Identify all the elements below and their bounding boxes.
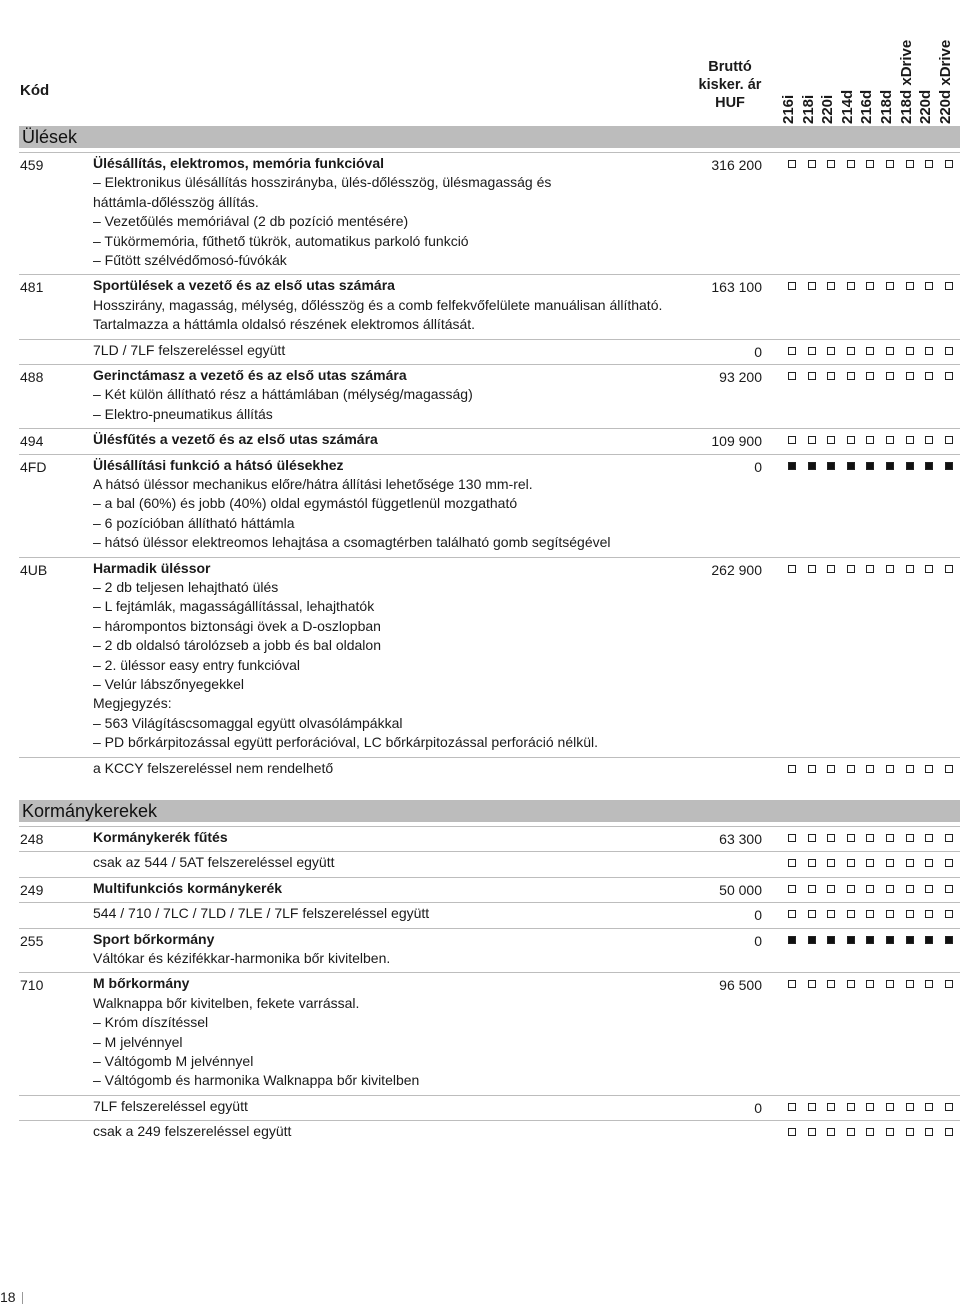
- optional-mark: [925, 160, 933, 168]
- option-detail-line: – Váltógomb M jelvénnyel: [93, 1052, 254, 1069]
- optional-mark: [808, 436, 816, 444]
- option-description: [93, 154, 693, 270]
- optional-mark: [866, 160, 874, 168]
- option-code: 249: [20, 881, 44, 898]
- optional-mark: [945, 565, 953, 573]
- option-price: 0: [754, 907, 762, 924]
- option-detail-line: 7LF felszereléssel együtt: [93, 1097, 248, 1114]
- availability-marks: [787, 936, 960, 948]
- optional-mark: [866, 1103, 874, 1111]
- standard-mark: [906, 936, 914, 944]
- optional-mark: [906, 565, 914, 573]
- optional-mark: [945, 765, 953, 773]
- optional-mark: [945, 1128, 953, 1136]
- optional-mark: [827, 834, 835, 842]
- model-header-4: [856, 16, 876, 124]
- model-header-text: 220d xDrive: [936, 39, 954, 124]
- option-title: Multifunkciós kormánykerék: [93, 879, 283, 896]
- option-price: 93 200: [719, 369, 762, 385]
- standard-mark: [866, 462, 874, 470]
- model-header-5: [876, 16, 896, 124]
- optional-mark: [886, 910, 894, 918]
- optional-mark: [808, 347, 816, 355]
- option-price: 0: [754, 1099, 762, 1116]
- model-header-1: [798, 16, 818, 124]
- table-row: [19, 757, 960, 783]
- optional-mark: [788, 436, 796, 444]
- option-description: [93, 366, 693, 424]
- optional-mark: [866, 834, 874, 842]
- optional-mark: [925, 834, 933, 842]
- option-detail-line: – hátsó üléssor elektreomos lehajtása a csomagtérben található gomb segítségével: [93, 534, 611, 551]
- section-title-bar: Ülések: [19, 126, 960, 148]
- section-title-bar: Kormánykerekek: [19, 800, 960, 822]
- option-detail-line: – Két külön állítható rész a háttámlában (mélység/magasság): [93, 386, 473, 403]
- option-detail-line: – Elektro-pneumatikus állítás: [93, 405, 273, 422]
- option-code: 248: [20, 831, 44, 847]
- optional-mark: [945, 372, 953, 380]
- option-detail-line: Váltókar és kézifékkar-harmonika bőr kivitelben.: [93, 949, 391, 966]
- optional-mark: [788, 565, 796, 573]
- model-header-8: [935, 16, 955, 124]
- option-detail-line: csak a 249 felszereléssel együtt: [93, 1123, 292, 1140]
- optional-mark: [945, 436, 953, 444]
- model-header-text: 220d: [917, 89, 935, 124]
- optional-mark: [827, 980, 835, 988]
- optional-mark: [788, 282, 796, 290]
- option-price: 262 900: [711, 561, 762, 578]
- table-row: [19, 274, 960, 339]
- model-header-text: 214d: [838, 89, 856, 124]
- option-description: [93, 759, 693, 778]
- optional-mark: [886, 1128, 894, 1136]
- optional-mark: [886, 160, 894, 168]
- availability-marks: [787, 834, 960, 846]
- optional-mark: [788, 980, 796, 988]
- optional-mark: [808, 910, 816, 918]
- option-detail-line: – PD bőrkárpitozással együtt perforációval, LC bőrkárpitozással perforáció nélkül.: [93, 734, 599, 751]
- option-description: [93, 853, 693, 872]
- optional-mark: [827, 885, 835, 893]
- option-description: [93, 974, 693, 1090]
- header-price-line-3: HUF: [715, 95, 745, 111]
- table-row: [19, 339, 960, 365]
- optional-mark: [925, 1128, 933, 1136]
- optional-mark: [886, 765, 894, 773]
- option-description: [93, 456, 693, 553]
- standard-mark: [808, 462, 816, 470]
- option-title: Harmadik üléssor: [93, 559, 211, 576]
- table-row: [19, 428, 960, 454]
- option-detail-line: – hárompontos biztonsági övek a D-oszlopban: [93, 617, 381, 634]
- header-code-label: Kód: [20, 82, 50, 99]
- model-header-text: 218i: [799, 94, 817, 124]
- option-detail-line: – 2 db teljesen lehajtható ülés: [93, 578, 279, 595]
- optional-mark: [925, 980, 933, 988]
- optional-mark: [847, 910, 855, 918]
- option-detail-line: – Elektronikus ülésállítás hosszirányba, ülés-dőlésszög, ülésmagasság és: [93, 174, 552, 191]
- option-code: 488: [20, 369, 44, 385]
- option-title: Ülésállítás, elektromos, memória funkcióval: [93, 155, 385, 171]
- option-code: 494: [20, 433, 44, 450]
- model-header-7: [915, 16, 935, 124]
- optional-mark: [827, 565, 835, 573]
- table-row: [19, 928, 960, 974]
- optional-mark: [827, 1128, 835, 1136]
- availability-marks: [787, 910, 960, 922]
- option-price: 0: [754, 343, 762, 360]
- standard-mark: [827, 936, 835, 944]
- optional-mark: [827, 765, 835, 773]
- optional-mark: [847, 282, 855, 290]
- optional-mark: [866, 436, 874, 444]
- option-detail-line: – 2. üléssor easy entry funkcióval: [93, 656, 300, 673]
- option-title: Kormánykerék fűtés: [93, 829, 228, 845]
- header-price-label: [692, 58, 768, 112]
- optional-mark: [886, 1103, 894, 1111]
- optional-mark: [827, 160, 835, 168]
- optional-mark: [866, 859, 874, 867]
- optional-mark: [945, 1103, 953, 1111]
- optional-mark: [906, 910, 914, 918]
- option-detail-line: háttámla-dőlésszög állítás.: [93, 193, 259, 210]
- optional-mark: [906, 834, 914, 842]
- table-row: [19, 1095, 960, 1121]
- availability-marks: [787, 885, 960, 897]
- optional-mark: [866, 565, 874, 573]
- optional-mark: [925, 372, 933, 380]
- optional-mark: [788, 885, 796, 893]
- option-price: 163 100: [711, 279, 762, 296]
- standard-mark: [827, 462, 835, 470]
- standard-mark: [866, 936, 874, 944]
- optional-mark: [906, 282, 914, 290]
- option-price: 50 000: [719, 881, 762, 898]
- optional-mark: [808, 859, 816, 867]
- table-row: [19, 902, 960, 928]
- optional-mark: [808, 1103, 816, 1111]
- optional-mark: [866, 980, 874, 988]
- option-detail-line: A hátsó üléssor mechanikus előre/hátra állítási lehetősége 130 mm-rel.: [93, 475, 533, 492]
- standard-mark: [945, 462, 953, 470]
- option-code: 459: [20, 157, 44, 173]
- optional-mark: [945, 885, 953, 893]
- optional-mark: [866, 282, 874, 290]
- model-header-0: [778, 16, 798, 124]
- optional-mark: [808, 885, 816, 893]
- optional-mark: [886, 980, 894, 988]
- option-detail-line: – 563 Világításcsomaggal együtt olvasólámpákkal: [93, 714, 403, 731]
- option-code: 481: [20, 279, 44, 296]
- standard-mark: [847, 936, 855, 944]
- option-description: [93, 430, 693, 449]
- optional-mark: [925, 910, 933, 918]
- optional-mark: [827, 436, 835, 444]
- optional-mark: [886, 282, 894, 290]
- model-header-text: 216d: [858, 89, 876, 124]
- standard-mark: [788, 462, 796, 470]
- optional-mark: [808, 980, 816, 988]
- optional-mark: [866, 347, 874, 355]
- model-header-2: [817, 16, 837, 124]
- model-header-text: 216i: [780, 94, 797, 124]
- optional-mark: [866, 910, 874, 918]
- availability-marks: [787, 859, 960, 871]
- option-detail-line: 7LD / 7LF felszereléssel együtt: [93, 341, 286, 358]
- optional-mark: [827, 1103, 835, 1111]
- table-row: [19, 454, 960, 558]
- option-detail-line: Tartalmazza a háttámla oldalsó részének elektromos állítását.: [93, 316, 476, 333]
- standard-mark: [906, 462, 914, 470]
- availability-marks: [787, 282, 960, 294]
- optional-mark: [847, 565, 855, 573]
- optional-mark: [925, 436, 933, 444]
- optional-mark: [827, 910, 835, 918]
- optional-mark: [925, 282, 933, 290]
- optional-mark: [808, 160, 816, 168]
- option-description: [93, 276, 693, 334]
- availability-marks: [787, 1128, 960, 1140]
- option-description: [93, 1097, 693, 1116]
- optional-mark: [886, 436, 894, 444]
- optional-mark: [788, 834, 796, 842]
- optional-mark: [866, 1128, 874, 1136]
- option-detail-line: 544 / 710 / 7LC / 7LD / 7LE / 7LF felszereléssel együtt: [93, 905, 430, 922]
- optional-mark: [847, 834, 855, 842]
- option-price: 96 500: [719, 977, 762, 994]
- optional-mark: [945, 859, 953, 867]
- optional-mark: [906, 436, 914, 444]
- page-number-divider: [22, 1292, 23, 1304]
- table-row: [19, 826, 960, 852]
- option-description: [93, 559, 693, 753]
- availability-marks: [787, 462, 960, 474]
- table-row: [19, 557, 960, 758]
- optional-mark: [847, 765, 855, 773]
- optional-mark: [847, 859, 855, 867]
- availability-marks: [787, 765, 960, 777]
- table-row: [19, 972, 960, 1095]
- standard-mark: [808, 936, 816, 944]
- optional-mark: [906, 885, 914, 893]
- optional-mark: [945, 910, 953, 918]
- optional-mark: [886, 859, 894, 867]
- model-header-text: 220i: [819, 94, 837, 124]
- option-detail-line: – Velúr lábszőnyegekkel: [93, 675, 244, 692]
- optional-mark: [808, 282, 816, 290]
- availability-marks: [787, 347, 960, 359]
- model-header-text: 218d: [878, 89, 895, 124]
- option-detail-line: Walknappa bőr kivitelben, fekete varrással.: [93, 994, 360, 1011]
- availability-marks: [787, 1103, 960, 1115]
- optional-mark: [788, 1128, 796, 1136]
- option-detail-line: – Króm díszítéssel: [93, 1014, 209, 1031]
- option-description: [93, 930, 693, 969]
- optional-mark: [788, 1103, 796, 1111]
- standard-mark: [925, 462, 933, 470]
- option-detail-line: csak az 544 / 5AT felszereléssel együtt: [93, 854, 335, 871]
- availability-marks: [787, 436, 960, 448]
- optional-mark: [847, 1103, 855, 1111]
- optional-mark: [886, 565, 894, 573]
- option-title: Gerinctámasz a vezető és az első utas számára: [93, 367, 407, 383]
- optional-mark: [847, 372, 855, 380]
- option-code: 710: [20, 977, 44, 994]
- optional-mark: [925, 885, 933, 893]
- option-detail-line: Hosszirány, magasság, mélység, dőlésszög és a comb felfekvőfelülete manuálisan állítható.: [93, 296, 663, 313]
- option-title: Sportülések a vezető és az első utas számára: [93, 277, 395, 294]
- availability-marks: [787, 160, 960, 172]
- optional-mark: [847, 160, 855, 168]
- standard-mark: [788, 936, 796, 944]
- option-detail-line: – Tükörmemória, fűthető tükrök, automatikus parkoló funkció: [93, 232, 469, 249]
- optional-mark: [847, 1128, 855, 1136]
- optional-mark: [788, 347, 796, 355]
- optional-mark: [866, 885, 874, 893]
- optional-mark: [925, 859, 933, 867]
- option-description: [93, 828, 693, 847]
- model-column-headers: [778, 16, 960, 124]
- optional-mark: [808, 834, 816, 842]
- model-header-text: 218d xDrive: [897, 39, 915, 124]
- option-detail-line: Megjegyzés:: [93, 695, 172, 712]
- option-detail-line: – 2 db oldalsó tárolózseb a jobb és bal oldalon: [93, 637, 381, 654]
- optional-mark: [788, 765, 796, 773]
- option-code: 255: [20, 932, 44, 949]
- standard-mark: [886, 936, 894, 944]
- availability-marks: [787, 980, 960, 992]
- optional-mark: [925, 1103, 933, 1111]
- optional-mark: [945, 347, 953, 355]
- option-price: 63 300: [719, 831, 762, 847]
- option-detail-line: – a bal (60%) és jobb (40%) oldal egymástól függetlenül mozgatható: [93, 495, 518, 512]
- optional-mark: [827, 372, 835, 380]
- optional-mark: [847, 885, 855, 893]
- option-detail-line: – Váltógomb és harmonika Walknappa bőr kivitelben: [93, 1072, 420, 1089]
- optional-mark: [906, 980, 914, 988]
- optional-mark: [945, 160, 953, 168]
- optional-mark: [906, 1103, 914, 1111]
- optional-mark: [847, 347, 855, 355]
- option-detail-line: – Fűtött szélvédőmosó-fúvókák: [93, 251, 287, 268]
- optional-mark: [808, 565, 816, 573]
- optional-mark: [945, 282, 953, 290]
- availability-marks: [787, 372, 960, 384]
- optional-mark: [788, 372, 796, 380]
- optional-mark: [925, 765, 933, 773]
- option-code: 4FD: [20, 458, 47, 475]
- optional-mark: [866, 372, 874, 380]
- optional-mark: [788, 859, 796, 867]
- option-description: [93, 341, 693, 360]
- option-detail-line: – 6 pozícióban állítható háttámla: [93, 514, 295, 531]
- page-number: 18: [0, 1289, 16, 1305]
- table-row: [19, 364, 960, 429]
- optional-mark: [906, 372, 914, 380]
- model-header-3: [837, 16, 857, 124]
- option-title: Ülésfűtés a vezető és az első utas számára: [93, 431, 378, 448]
- table-row: [19, 851, 960, 877]
- optional-mark: [886, 885, 894, 893]
- option-description: [93, 879, 693, 898]
- optional-mark: [906, 160, 914, 168]
- option-detail-line: a KCCY felszereléssel nem rendelhető: [93, 759, 334, 776]
- header-price-line-1: Bruttó: [708, 59, 752, 75]
- optional-mark: [945, 980, 953, 988]
- optional-mark: [925, 347, 933, 355]
- option-title: M bőrkormány: [93, 975, 190, 992]
- option-detail-line: – L fejtámlák, magasságállítással, lehajthatók: [93, 598, 375, 615]
- standard-mark: [847, 462, 855, 470]
- table-row: [19, 877, 960, 903]
- optional-mark: [886, 834, 894, 842]
- option-title: Ülésállítási funkció a hátsó ülésekhez: [93, 456, 344, 473]
- optional-mark: [847, 980, 855, 988]
- option-price: 316 200: [711, 157, 762, 173]
- option-description: [93, 1122, 693, 1141]
- option-price: 0: [754, 932, 762, 949]
- option-description: [93, 904, 693, 923]
- optional-mark: [808, 372, 816, 380]
- optional-mark: [827, 282, 835, 290]
- availability-marks: [787, 565, 960, 577]
- optional-mark: [886, 347, 894, 355]
- table-row: [19, 152, 960, 275]
- standard-mark: [886, 462, 894, 470]
- optional-mark: [788, 160, 796, 168]
- option-detail-line: – Vezetőülés memóriával (2 db pozíció mentésére): [93, 213, 409, 230]
- optional-mark: [925, 565, 933, 573]
- optional-mark: [866, 765, 874, 773]
- table-row: [19, 1120, 960, 1146]
- optional-mark: [906, 859, 914, 867]
- optional-mark: [906, 347, 914, 355]
- standard-mark: [925, 936, 933, 944]
- optional-mark: [847, 436, 855, 444]
- optional-mark: [906, 765, 914, 773]
- optional-mark: [808, 765, 816, 773]
- optional-mark: [945, 834, 953, 842]
- optional-mark: [788, 910, 796, 918]
- standard-mark: [945, 936, 953, 944]
- header-price-line-2: kisker. ár: [698, 77, 762, 93]
- option-title: Sport bőrkormány: [93, 930, 215, 947]
- optional-mark: [886, 372, 894, 380]
- option-detail-line: – M jelvénnyel: [93, 1033, 183, 1050]
- optional-mark: [827, 347, 835, 355]
- optional-mark: [808, 1128, 816, 1136]
- optional-mark: [906, 1128, 914, 1136]
- optional-mark: [827, 859, 835, 867]
- option-price: 109 900: [711, 433, 762, 450]
- option-code: 4UB: [20, 561, 48, 578]
- option-price: 0: [754, 458, 762, 475]
- model-header-6: [896, 16, 916, 124]
